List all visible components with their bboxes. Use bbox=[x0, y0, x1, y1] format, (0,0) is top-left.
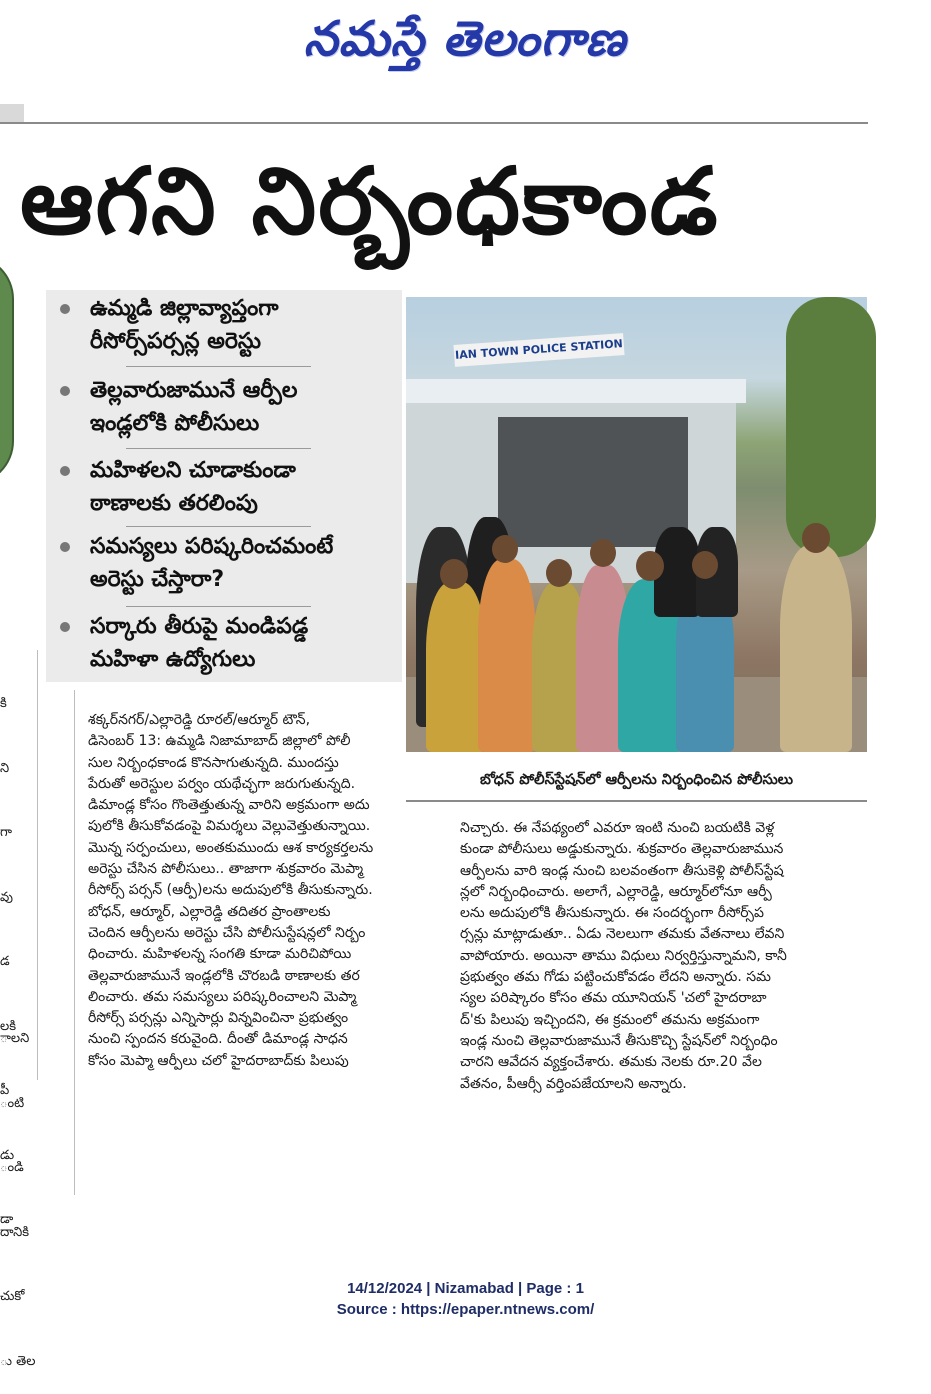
fragment-line: చుకో bbox=[0, 1289, 25, 1304]
person-head bbox=[802, 523, 830, 553]
highlight-separator bbox=[126, 366, 311, 367]
footer-edition-line: 14/12/2024 | Nizamabad | Page : 1 bbox=[347, 1280, 584, 1297]
article-line: మొన్న సర్పంచులు, అంతకుముందు ఆశ కార్యకర్తలను bbox=[88, 839, 374, 856]
fragment-line: ాలని bbox=[0, 1031, 30, 1046]
bullet-dot-icon bbox=[60, 542, 70, 552]
highlight-line: ఉమ్మడి జిల్లావ్యాప్తంగా bbox=[90, 296, 279, 321]
article-column-1 bbox=[88, 710, 410, 1072]
article-line: పులోకి తీసుకోవడంపై విమర్శలు వెల్లువెత్తుతున్నాయి. bbox=[88, 818, 371, 835]
article-line: ద్'కు పిలుపు ఇచ్చిందని, ఈ క్రమంలో తమను అక్రమంగా bbox=[460, 1011, 760, 1028]
fragment-line: కి bbox=[0, 696, 7, 711]
article-column-2 bbox=[460, 818, 868, 1095]
article-line: నుంచి స్పందన కరువైంది. దీంతో డిమాండ్ల సాధన bbox=[88, 1031, 348, 1048]
fragment-line: డా bbox=[0, 1212, 14, 1227]
highlight-item bbox=[90, 530, 394, 596]
highlight-separator bbox=[126, 448, 311, 449]
footer-source-link[interactable]: Source : https://epaper.ntnews.com/ bbox=[336, 1301, 595, 1318]
fragment-line: డు bbox=[0, 1147, 15, 1163]
fragment-line: ు తెల bbox=[0, 1353, 36, 1369]
column-divider bbox=[37, 650, 38, 1080]
person-head bbox=[492, 535, 518, 563]
article-line: పేరుతో అరెస్టుల పర్వం యథేచ్ఛగా జరుగుతున్నది. bbox=[88, 775, 356, 792]
highlight-line: అరెస్టు చేస్తారా? bbox=[90, 567, 225, 592]
fragment-line: పీ bbox=[0, 1083, 10, 1098]
article-line: వాపోయారు. అయినా తాము విధులు నిర్వర్తిస్తున్నామని, కానీ bbox=[460, 947, 787, 964]
article-line: స్యల పరిష్కారం కోసం తమ యూనియన్ 'చలో హైదరాబా bbox=[460, 990, 767, 1007]
article-line: న్లలో నిర్బంధించారు. అలాగే, ఎల్లారెడ్డి, ఆర్మూర్‌లోనూ ఆర్పీ bbox=[460, 883, 772, 900]
headline: ఆగని నిర్బంధకాండ bbox=[20, 148, 720, 255]
fragment-line: ంటి bbox=[0, 1095, 25, 1111]
fragment-line: లకి bbox=[0, 1018, 17, 1034]
article-line: వేతనం, పీఆర్సీ వర్తింపజేయాలని అన్నారు. bbox=[460, 1075, 687, 1092]
fragment-line: వు bbox=[0, 889, 13, 905]
article-line: కోసం మెప్మా ఆర్పీలు చలో హైదరాబాద్‌కు పిలుపు bbox=[88, 1052, 349, 1069]
bullet-dot-icon bbox=[60, 466, 70, 476]
highlight-line: ఇండ్లలోకి పోలీసులు bbox=[90, 411, 260, 436]
article-line: అరెస్టు చేసిన పోలీసులు.. తాజాగా శుక్రవారం మెప్మా bbox=[88, 861, 364, 878]
highlight-separator bbox=[126, 606, 311, 607]
person-figure bbox=[478, 559, 536, 752]
article-line: డిసెంబర్ 13: ఉమ్మడి నిజామాబాద్ జిల్లాలో పోలీ bbox=[88, 733, 351, 750]
article-line: ర్సన్లు మాట్లాడుతూ.. ఏడు నెలలుగా తమకు వేతనాలు లేవని bbox=[460, 926, 785, 943]
article-line: చెందిన ఆర్పీలను అరెస్టు చేసి పోలీసుస్టేషన్లలో నిర్బం bbox=[88, 924, 366, 941]
police-station-sign: IAN TOWN POLICE STATION bbox=[453, 333, 624, 367]
article-line: ఆర్పీలను వారి ఇండ్ల నుంచి బలవంతంగా తీసుకెళ్లి పోలీస్‌స్టేష bbox=[460, 862, 784, 879]
article-line: బోధన్, ఆర్మూర్, ఎల్లారెడ్డి తదితర ప్రాంతాలకు bbox=[88, 903, 331, 920]
photo-caption: బోధన్ పోలీస్‌స్టేషన్‌లో ఆర్పీలను నిర్బంధించిన పోలీసులు bbox=[479, 772, 794, 788]
fragment-line: డ bbox=[0, 954, 10, 969]
highlight-line: మహిళలని చూడాకుండా bbox=[90, 458, 296, 483]
article-line: నిచ్చారు. ఈ నేపథ్యంలో ఎవరూ ఇంటి నుంచి బయటికి వెళ్ల bbox=[460, 820, 775, 836]
neighbor-column-fragment-b bbox=[0, 985, 36, 1394]
bullet-dot-icon bbox=[60, 622, 70, 632]
highlight-item bbox=[90, 374, 394, 440]
article-line: సుల నిర్బంధకాండ కొనసాగుతున్నది. ముందస్తు bbox=[88, 754, 339, 771]
fragment-line: గా bbox=[0, 825, 12, 840]
article-line: చారని ఆవేదన వ్యక్తంచేశారు. తమకు నెలకు రూ.20 వేల bbox=[460, 1054, 762, 1071]
article-line: కుండా పోలీసులు అడ్డుకున్నారు. శుక్రవారం తెల్లవారుజామున bbox=[460, 841, 784, 858]
article-line: ఇండ్ల నుంచి తెల్లవారుజామునే తీసుకొచ్చి స్టేషన్‌లో నిర్బంధిం bbox=[460, 1032, 778, 1049]
highlight-line: తెల్లవారుజామునే ఆర్పీల bbox=[90, 378, 298, 403]
bullet-dot-icon bbox=[60, 386, 70, 396]
fragment-line: ండి bbox=[0, 1160, 24, 1175]
article-line: తెల్లవారుజామునే ఇండ్లలోకి చొరబడి ఠాణాలకు తర bbox=[88, 967, 360, 984]
column-divider bbox=[74, 690, 75, 1195]
highlight-line: మహిళా ఉద్యోగులు bbox=[90, 647, 256, 672]
masthead bbox=[0, 0, 931, 80]
fragment-line: ని bbox=[0, 760, 10, 776]
fragment-line: దానికి bbox=[0, 1224, 30, 1240]
highlights-box bbox=[46, 290, 402, 682]
article-line: రీసోర్స్ పర్సన్ (ఆర్పీ)లను అదుపులోకి తీసుకున్నారు. bbox=[88, 882, 373, 899]
person-head bbox=[440, 559, 468, 589]
news-photo bbox=[406, 297, 867, 752]
article-line: ధించారు. మహిళలన్న సంగతి కూడా మరిచిపోయి bbox=[88, 946, 352, 963]
neighbor-photo-edge bbox=[0, 255, 14, 485]
article-line: లించారు. తమ సమస్యలు పరిష్కరించాలని మెప్మా bbox=[88, 988, 357, 1005]
article-line: డిమాండ్ల కోసం గొంతెత్తుతున్న వారిని అక్రమంగా అదు bbox=[88, 797, 370, 814]
top-rule-stub bbox=[0, 104, 24, 122]
bullet-dot-icon bbox=[60, 304, 70, 314]
article-line: లను అదుపులోకి తీసుకున్నారు. ఈ సందర్భంగా రీసోర్స్‌ప bbox=[460, 905, 764, 922]
highlight-item bbox=[90, 292, 394, 358]
person-figure bbox=[426, 582, 486, 752]
highlight-separator bbox=[126, 526, 311, 527]
person-head bbox=[590, 539, 616, 567]
person-head bbox=[636, 551, 664, 581]
police-officer-figure bbox=[780, 545, 852, 752]
article-line: ప్రభుత్వం తమ గోడు పట్టించుకోవడం లేదని అన్నారు. సమ bbox=[460, 969, 771, 986]
page-footer bbox=[0, 1278, 931, 1320]
highlight-item bbox=[90, 610, 394, 676]
person-head bbox=[692, 551, 718, 579]
article-line: శక్కర్‌నగర్/ఎల్లారెడ్డి రూరల్/ఆర్మూర్ టౌన్, bbox=[88, 712, 311, 728]
highlight-line: సమస్యలు పరిష్కరించమంటే bbox=[90, 534, 334, 559]
caption-rule bbox=[406, 800, 867, 802]
masthead-title: నమస్తే తెలంగాణ bbox=[303, 11, 627, 67]
article-line: రీసోర్స్ పర్సన్లు ఎన్నిసార్లు విన్నవించినా ప్రభుత్వం bbox=[88, 1010, 349, 1027]
highlight-line: రీసోర్స్‌పర్సన్ల అరెస్టు bbox=[90, 329, 261, 354]
station-roof bbox=[406, 379, 746, 403]
person-head bbox=[546, 559, 572, 587]
tree-shape bbox=[786, 297, 876, 557]
station-doorway bbox=[498, 417, 688, 547]
highlight-item bbox=[90, 454, 394, 520]
top-rule bbox=[0, 122, 868, 124]
highlight-line: సర్కారు తీరుపై మండిపడ్డ bbox=[90, 614, 309, 639]
highlight-line: ఠాణాలకు తరలింపు bbox=[90, 491, 258, 516]
